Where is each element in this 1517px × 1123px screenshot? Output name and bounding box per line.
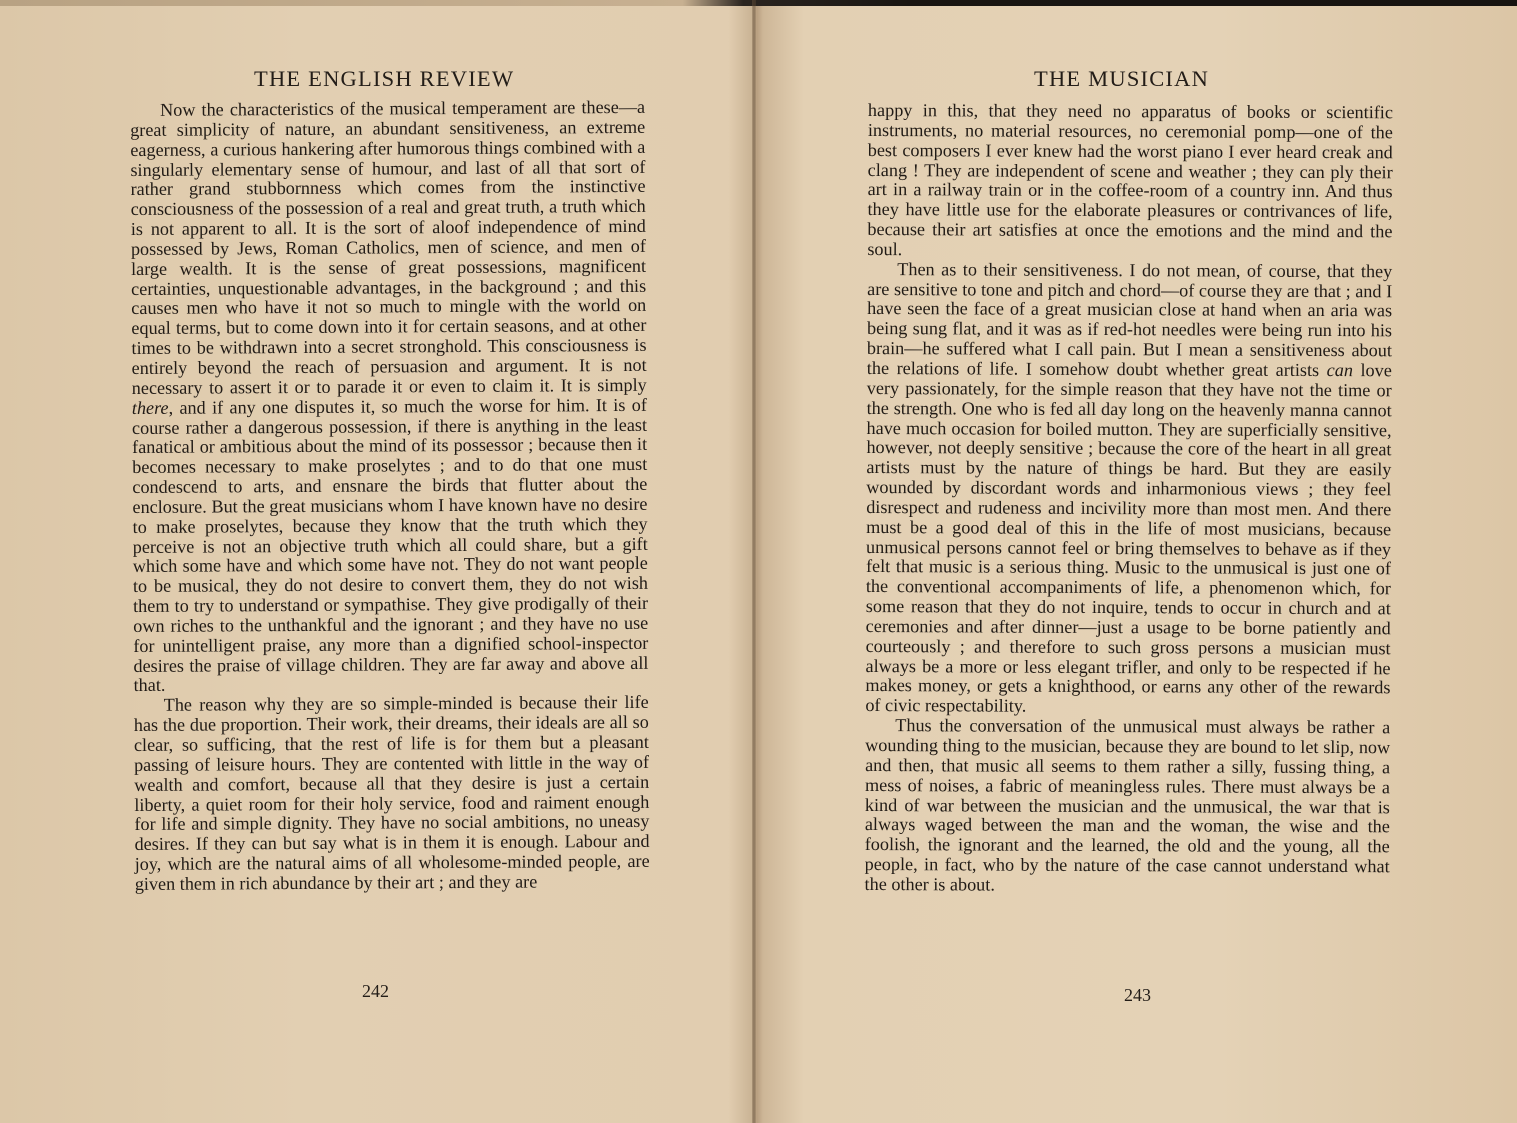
running-head-left: THE ENGLISH REVIEW — [254, 66, 515, 91]
right-page — [756, 0, 1517, 1123]
emphasis: there — [131, 397, 169, 418]
emphasis: can — [1326, 359, 1353, 381]
left-page — [0, 0, 752, 1123]
paragraph-text: love very passionately, for the simple reason that they have not the time or the strength. One who is fed all day long on the heavenly manna cannot have much occasion for boiled mutton. They are superficially sensitive, however, not deeply sensitive ; because the core of the heart in all great artists must by the nature of things be hard. But they are easily wounded by discordant words and inharmonious views ; they feel disrespect and rudeness and incivility more than most men. And there must be a good deal of this in the life of most musicians, because unmusical persons cannot feel or bring themselves to behave as if they felt that music is a serious thing. Music to the unmusical is just one of the conventional accompaniments of life, a phenomenon which, for some reason that they do not inquire, tends to occur in church and at ceremonies and after dinner—just a usage to be borne patiently and courteously ; and therefore to such gross persons a musician must always be a more or less elegant trifler, and only to be respected if he makes money, or gets a knighthood, or earns any other of the rewards of civic respectability. — [865, 360, 1392, 717]
paragraph — [130, 98, 649, 696]
left-page-text — [130, 98, 650, 895]
page-number-left: 242 — [362, 981, 389, 1001]
paragraph: happy in this, that they need no apparatus of books or scientific instruments, no material resources, no ceremonial pomp—one of the best composers I ever knew had the worst piano I ever heard creak and clang ! They are independent of scene and weather ; they can ply their art in a railway train or in the coffee-room of a country inn. And thus they have little use for the elaborate pleasures or contrivances of life, because their art satisfies at once the emotions and the mind and the soul. — [867, 100, 1393, 260]
paragraph: The reason why they are so simple-minded is because their life has the due proportion. Their work, their dreams, their ideals are all so clear, so sufficing, that the rest of life is for them but a pleasant passing of leisure hours. They are contented with little in the way of wealth and comfort, because all that they desire is just a certain liberty, a quiet room for their holy service, food and raiment enough for life and simple dignity. They have no social ambitions, no uneasy desires. If they can but say what is in them it is enough. Labour and joy, which are the natural aims of all wholesome-minded people, are given them in rich abundance by their art ; and they are — [133, 692, 650, 894]
paragraph: Thus the conversation of the unmusical must always be rather a wounding thing to the musician, because they are bound to let slip, now and then, that music all seems to them rather a silly, fussing thing, a mess of noises, a fabric of meaningless rules. There must always be a kind of war between the musician and the unmusical, the war that is always waged between the man and the woman, the wise and the foolish, the ignorant and the learned, the old and the young, all the people, in fact, who by the nature of the case cannot understand what the other is about. — [864, 715, 1391, 895]
paragraph-text: Now the characteristics of the musical temperament are these—a great simplicity of nature, an abundant sensitiveness, an extreme eagerness, a curious hankering after humorous things combined with a singularly elementary sense of humour, and last of all that sort of rather grand stubbornness which comes from the instinctive consciousness of the possession of a real and great truth, a truth which is not apparent to all. It is the sort of aloof independence of mind possessed by Jews, Roman Catholics, men of science, and men of large wealth. It is the sense of great possessions, magnificent certainties, unquestionable advantages, in the background ; and this causes men who have it not so much to mingle with the world on equal terms, but to come down into it for certain seasons, and at other times to be withdrawn into a secret stronghold. This consciousness is entirely beyond the reach of persuasion and argument. It is not necessary to assert it or to parade it or even to claim it. It is simply — [130, 96, 647, 398]
page-number-right: 243 — [1124, 985, 1151, 1005]
paragraph-text: , and if any one disputes it, so much the worse for him. It is of course rather a dangerous possession, if there is anything in the least fanatical or ambitious about the mind of its possessor ; because then it becomes necessary to make proselytes ; and to do that one must condescend to arts, and ensnare the birds that flutter about the enclosure. But the great musicians whom I have known have no desire to make proselytes, because they know that the truth which they perceive is not an objective truth which all could share, but a gift which some have and which some have not. They do not want people to be musical, they do not desire to convert them, they do not wish them to try to understand or sympathise. They give prodigally of their own riches to the unthankful and the ignorant ; and they have no use for unintelligent praise, any more than a dignified school-inspector desires the praise of village children. They are far away and above all that. — [131, 394, 649, 696]
paragraph — [865, 260, 1392, 719]
right-page-text — [865, 101, 1393, 897]
paragraph-text: Then as to their sensitiveness. I do not mean, of course, that they are sensitive to tone and pitch and chord—of course they are that ; and I have seen the face of a great musician close at hand when an aria was being sung flat, and it was as if red-hot needles were being run into his brain—he suffered what I call pain. But I mean a sensitiveness about the relations of life. I somehow doubt whether great artists — [866, 258, 1393, 380]
running-head-right: THE MUSICIAN — [1034, 66, 1210, 91]
